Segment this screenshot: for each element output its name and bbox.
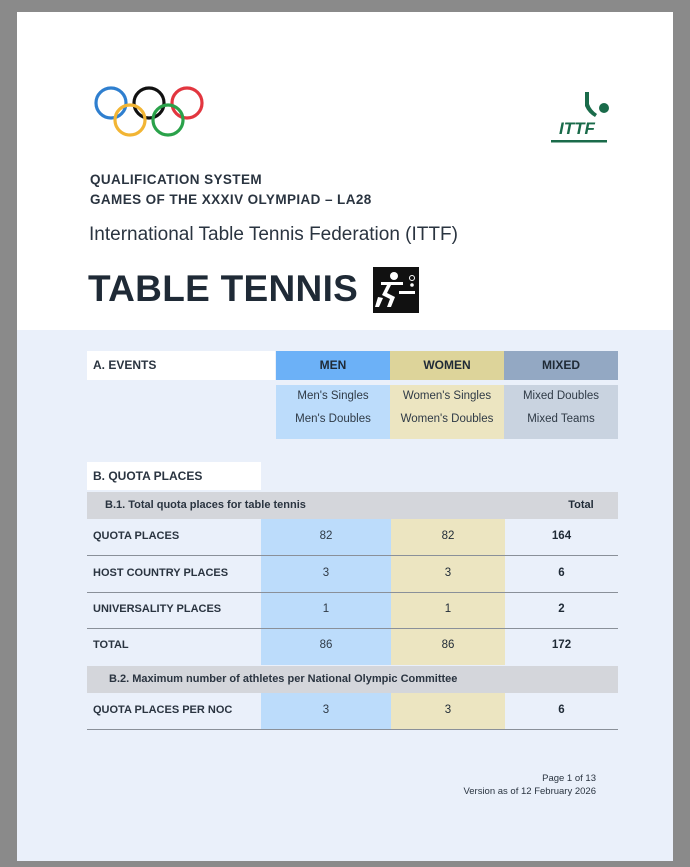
men-value: 3	[322, 704, 330, 716]
events-header-men: MEN	[276, 351, 390, 380]
page-number: Page 1 of 13	[542, 773, 596, 784]
table-row	[87, 592, 618, 629]
row-label: HOST COUNTRY PLACES	[93, 567, 229, 579]
event-item: Women's Singles	[402, 390, 492, 402]
men-value: 82	[319, 530, 333, 542]
document-page	[17, 12, 673, 861]
men-value: 3	[322, 567, 330, 579]
events-header-mixed: MIXED	[504, 351, 618, 380]
men-value: 1	[322, 603, 330, 615]
women-value: 82	[441, 530, 455, 542]
b1-total-header: Total	[568, 499, 594, 511]
events-section-label: A. EVENTS	[93, 358, 157, 372]
event-item: Mixed Teams	[527, 413, 595, 425]
table-tennis-pictogram	[373, 267, 419, 313]
total-value: 172	[551, 639, 572, 651]
table-row	[87, 519, 618, 556]
women-value: 3	[444, 704, 452, 716]
total-value: 164	[551, 530, 572, 542]
header-qualification-system: QUALIFICATION SYSTEM	[90, 172, 262, 187]
women-value: 3	[444, 567, 452, 579]
events-header-women: WOMEN	[390, 351, 504, 380]
header-games-title: GAMES OF THE XXXIV OLYMPIAD – LA28	[90, 192, 372, 207]
total-value: 6	[558, 704, 565, 716]
total-value: 6	[558, 567, 565, 579]
event-item: Men's Doubles	[295, 413, 371, 425]
row-label: QUOTA PLACES PER NOC	[93, 704, 233, 716]
events-column-men	[276, 351, 390, 434]
events-column-mixed	[504, 351, 618, 434]
b2-title: B.2. Maximum number of athletes per National Olympic Committee	[109, 673, 458, 685]
ittf-logo-text: ITTF	[559, 119, 595, 138]
b2-subheader	[87, 666, 618, 693]
federation-name: International Table Tennis Federation (ITTF)	[89, 224, 458, 245]
event-item: Men's Singles	[297, 390, 369, 402]
events-column-women	[390, 351, 504, 434]
b1-title: B.1. Total quota places for table tennis	[105, 499, 306, 511]
women-value: 86	[441, 639, 455, 651]
b1-subheader	[87, 492, 618, 519]
row-label: QUOTA PLACES	[93, 530, 180, 542]
event-item: Women's Doubles	[400, 413, 494, 425]
events-body-men	[276, 385, 390, 439]
women-value: 1	[444, 603, 452, 615]
events-body-women	[390, 385, 504, 439]
table-row	[87, 693, 618, 730]
version-date: Version as of 12 February 2026	[463, 786, 596, 797]
quota-section-label: B. QUOTA PLACES	[93, 469, 203, 483]
olympic-rings-logo	[93, 86, 205, 140]
ittf-logo	[549, 90, 613, 146]
row-label: TOTAL	[93, 639, 129, 651]
event-item: Mixed Doubles	[522, 390, 600, 402]
table-row	[87, 556, 618, 593]
row-label: UNIVERSALITY PLACES	[93, 603, 222, 615]
total-value: 2	[558, 603, 565, 615]
men-value: 86	[319, 639, 333, 651]
table-row	[87, 628, 618, 664]
events-body-mixed	[504, 385, 618, 439]
sport-title: TABLE TENNIS	[88, 268, 359, 309]
